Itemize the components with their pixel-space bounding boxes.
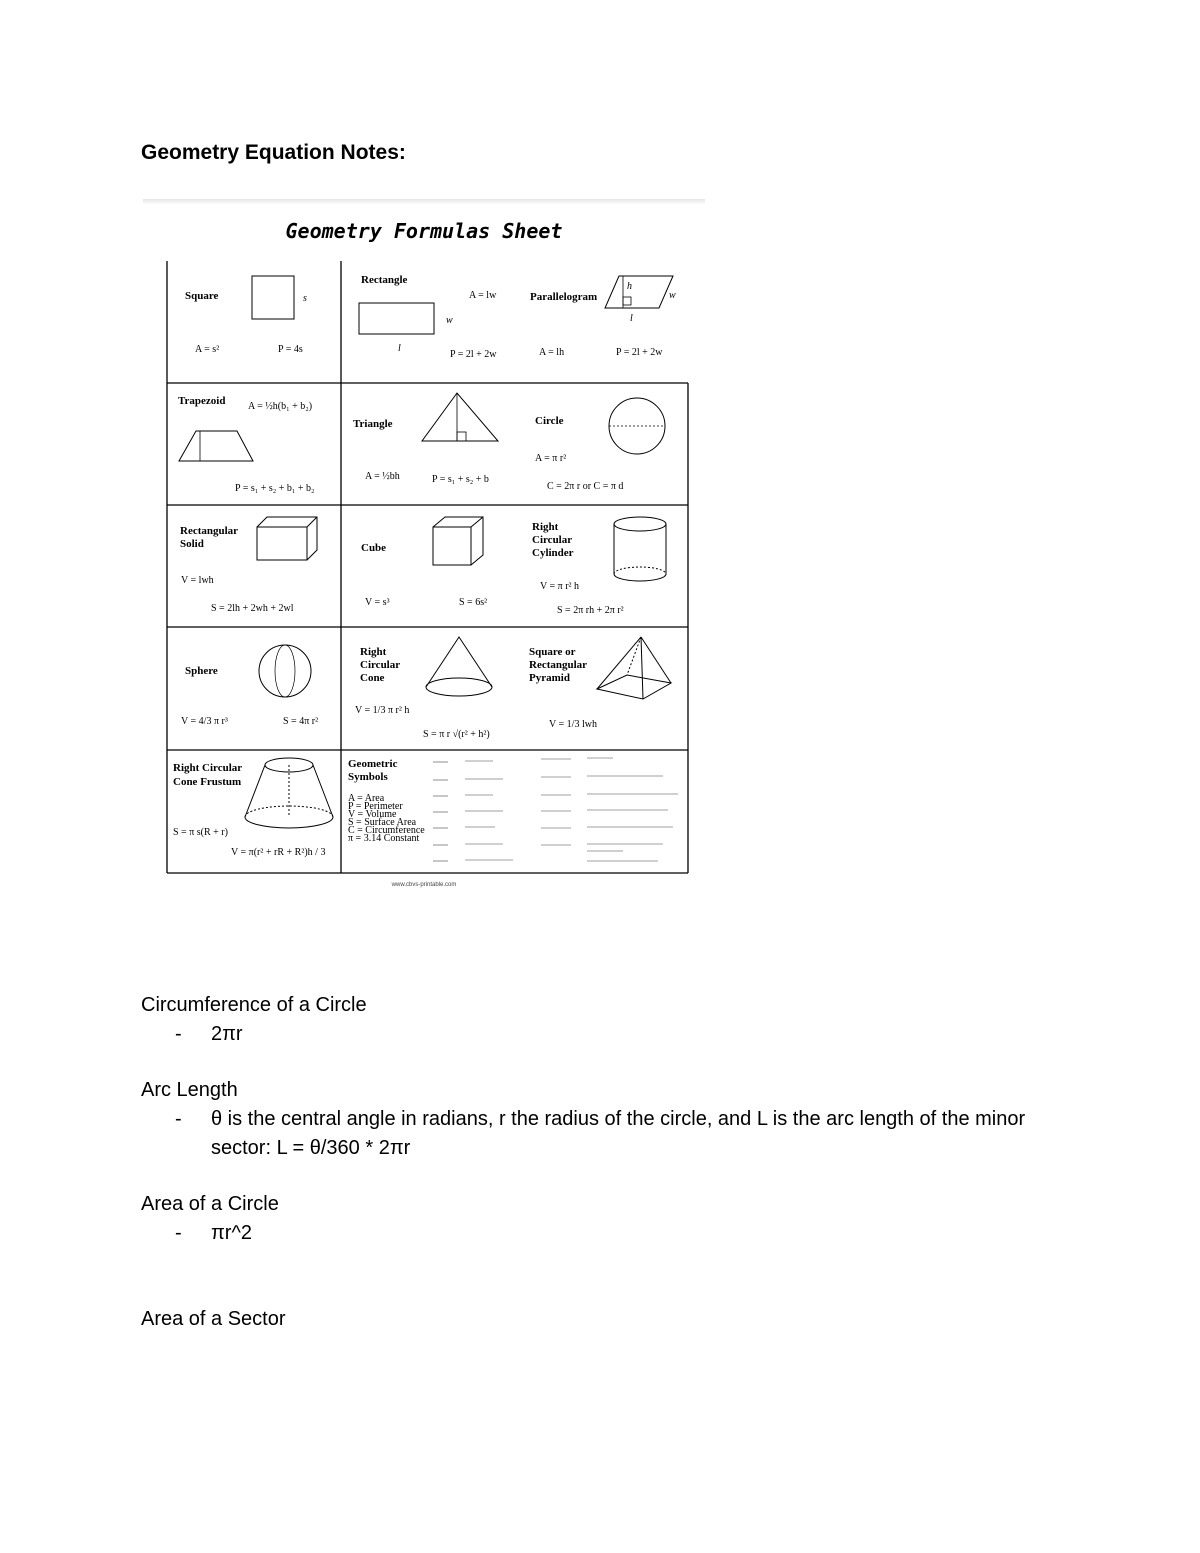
note-bullet-circumference: - bbox=[175, 1023, 182, 1045]
frustum-volume: V = π(r² + rR + R²)h / 3 bbox=[231, 847, 326, 858]
sheet-top-shadow bbox=[143, 199, 705, 205]
note-title-circumference: Circumference of a Circle bbox=[141, 994, 367, 1016]
rect-solid-label-2: Solid bbox=[180, 538, 204, 550]
trapezoid-perimeter: P = s₁ + s₂ + b₁ + b₂ bbox=[235, 483, 315, 494]
sphere-label: Sphere bbox=[185, 665, 218, 677]
cylinder-surface: S = 2π rh + 2π r² bbox=[557, 605, 624, 616]
symbols-legend-6: π = 3.14 Constant bbox=[348, 833, 420, 844]
parallelogram-shape bbox=[605, 276, 673, 308]
triangle-shape bbox=[422, 393, 498, 441]
note-text-area-circle: πr^2 bbox=[211, 1222, 252, 1244]
triangle-label: Triangle bbox=[353, 418, 393, 430]
cube-shape bbox=[433, 517, 483, 565]
frustum-label-2: Cone Frustum bbox=[173, 776, 242, 788]
sphere-surface: S = 4π r² bbox=[283, 716, 319, 727]
square-shape bbox=[252, 276, 294, 319]
parallelogram-l: l bbox=[630, 313, 633, 324]
cone-label-2: Circular bbox=[360, 659, 401, 671]
note-text-arc-length: θ is the central angle in radians, r the radius of the circle, and L is the arc length of the minor sector: L = θ/360 * 2πr bbox=[211, 1108, 1026, 1159]
sphere-volume: V = 4/3 π r³ bbox=[181, 716, 228, 727]
note-title-area-circle: Area of a Circle bbox=[141, 1193, 279, 1215]
rectangle-w: w bbox=[446, 315, 453, 326]
circle-circumference: C = 2π r or C = π d bbox=[547, 481, 624, 492]
circle-label: Circle bbox=[535, 415, 564, 427]
note-bullet-area-circle: - bbox=[175, 1222, 182, 1244]
parallelogram-w: w bbox=[669, 290, 676, 301]
symbols-legend-5: C = Circumference bbox=[348, 825, 425, 836]
symbols-label-1: Geometric bbox=[348, 758, 398, 770]
rect-solid-volume: V = lwh bbox=[181, 575, 214, 586]
trapezoid-area: A = ½h(b₁ + b₂) bbox=[248, 401, 313, 412]
cylinder-label-1: Right bbox=[532, 521, 559, 533]
square-perimeter: P = 4s bbox=[278, 344, 303, 355]
cube-surface: S = 6s² bbox=[459, 597, 488, 608]
rectangle-perimeter: P = 2l + 2w bbox=[450, 349, 497, 360]
symbols-legend-2: P = Perimeter bbox=[348, 801, 403, 812]
note-text-circumference: 2πr bbox=[211, 1023, 243, 1045]
cylinder-label-3: Cylinder bbox=[532, 547, 574, 559]
square-side: s bbox=[303, 293, 307, 304]
frustum-label-1: Right Circular bbox=[173, 762, 243, 774]
rectangle-area: A = lw bbox=[469, 290, 497, 301]
page-heading: Geometry Equation Notes: bbox=[141, 141, 406, 164]
cylinder-volume: V = π r² h bbox=[540, 581, 580, 592]
cube-label: Cube bbox=[361, 542, 387, 554]
pyramid-label-2: Rectangular bbox=[529, 659, 588, 671]
note-title-arc-length: Arc Length bbox=[141, 1079, 238, 1101]
pyramid-label-1: Square or bbox=[529, 646, 576, 658]
parallelogram-h: h bbox=[627, 281, 632, 292]
cone-shape bbox=[426, 637, 492, 696]
triangle-area: A = ½bh bbox=[365, 471, 400, 482]
rectangle-label: Rectangle bbox=[361, 274, 408, 286]
rect-solid-surface: S = 2lh + 2wh + 2wl bbox=[211, 603, 294, 614]
sheet-title: Geometry Formulas Sheet bbox=[285, 219, 563, 243]
symbols-table-marks bbox=[433, 758, 678, 861]
note-title-area-sector: Area of a Sector bbox=[141, 1308, 286, 1330]
pyramid-shape bbox=[597, 637, 671, 699]
symbols-label-2: Symbols bbox=[348, 771, 388, 783]
pyramid-volume: V = 1/3 lwh bbox=[549, 719, 597, 730]
circle-area: A = π r² bbox=[535, 453, 567, 464]
frustum-surface: S = π s(R + r) bbox=[173, 827, 228, 838]
note-bullet-arc-length: - bbox=[175, 1108, 182, 1130]
parallelogram-label: Parallelogram bbox=[530, 291, 598, 303]
symbols-legend-4: S = Surface Area bbox=[348, 817, 417, 828]
cylinder-shape bbox=[614, 517, 666, 581]
rect-solid-shape bbox=[257, 517, 317, 560]
rect-solid-label-1: Rectangular bbox=[180, 525, 239, 537]
cube-volume: V = s³ bbox=[365, 597, 390, 608]
rectangle-l: l bbox=[398, 343, 401, 354]
triangle-perimeter: P = s₁ + s₂ + b bbox=[432, 474, 489, 485]
cone-label-1: Right bbox=[360, 646, 387, 658]
sheet-footer: www.cbvs-printable.com bbox=[391, 882, 457, 888]
sphere-shape bbox=[259, 645, 311, 697]
frustum-shape bbox=[245, 758, 333, 828]
symbols-legend-1: A = Area bbox=[348, 793, 385, 804]
cylinder-label-2: Circular bbox=[532, 534, 573, 546]
trapezoid-label: Trapezoid bbox=[178, 395, 226, 407]
square-label: Square bbox=[185, 290, 219, 302]
pyramid-label-3: Pyramid bbox=[529, 672, 570, 684]
geometry-formulas-sheet-image bbox=[143, 199, 705, 899]
cone-label-3: Cone bbox=[360, 672, 385, 684]
symbols-legend-3: V = Volume bbox=[348, 809, 397, 820]
cone-volume: V = 1/3 π r² h bbox=[355, 705, 410, 716]
parallelogram-perimeter: P = 2l + 2w bbox=[616, 347, 663, 358]
parallelogram-area: A = lh bbox=[539, 347, 565, 358]
square-area: A = s² bbox=[195, 344, 220, 355]
trapezoid-shape bbox=[179, 431, 253, 461]
formula-grid bbox=[143, 199, 705, 899]
cone-surface: S = π r √(r² + h²) bbox=[423, 729, 490, 740]
rectangle-shape bbox=[359, 303, 434, 334]
